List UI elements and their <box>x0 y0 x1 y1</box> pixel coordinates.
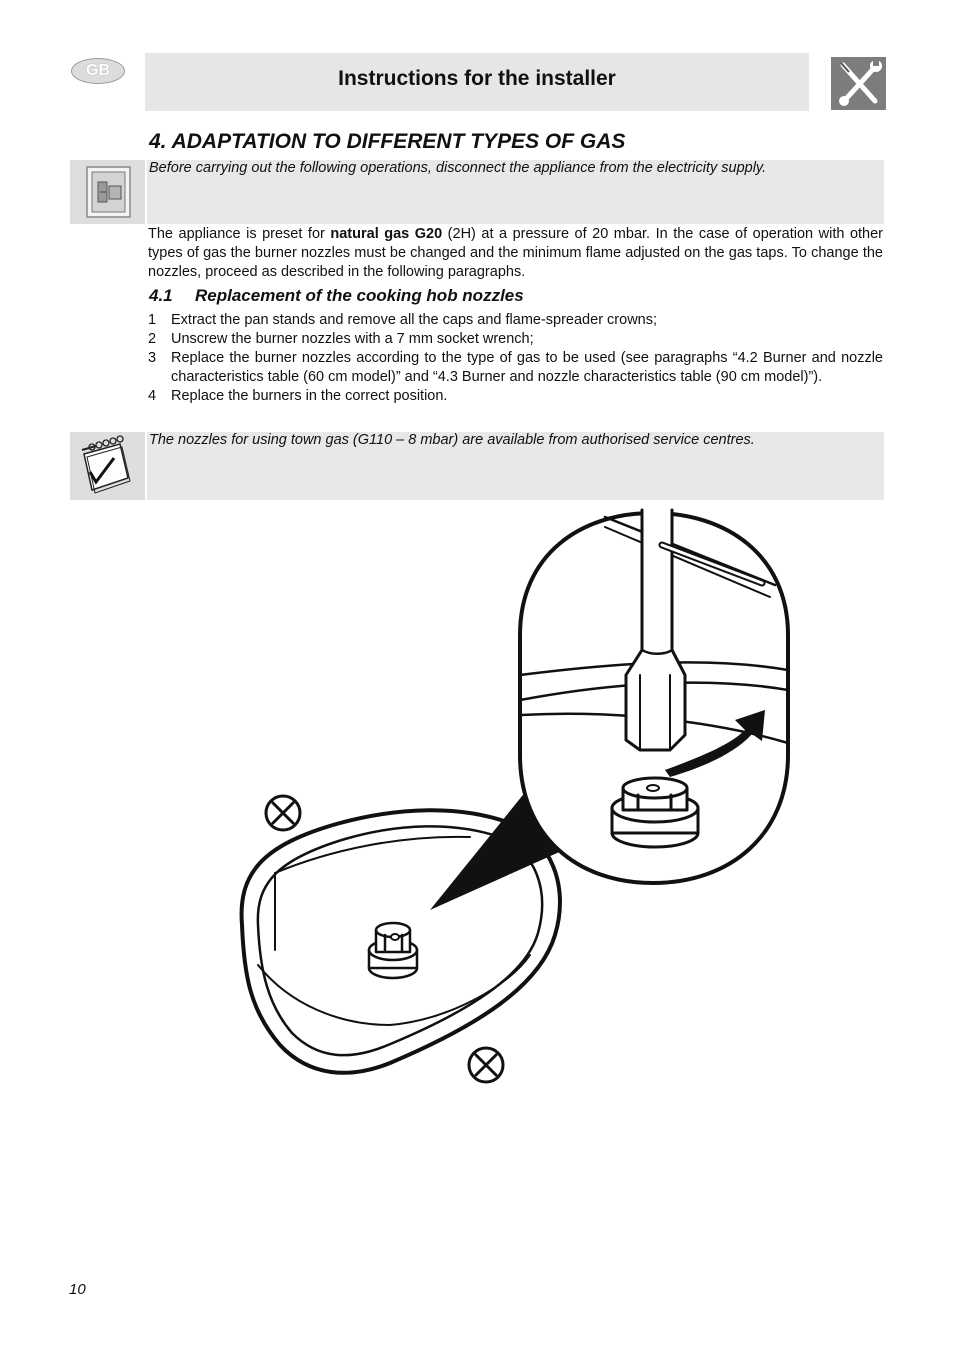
subsection-number: 4.1 <box>149 286 173 305</box>
step-text: Replace the burners in the correct position. <box>171 388 448 404</box>
note-text: The nozzles for using town gas (G110 – 8 mbar) are available from authorised service centres. <box>149 432 755 448</box>
nozzle-replacement-illustration <box>230 505 810 1105</box>
step-number: 3 <box>148 350 157 366</box>
header-title: Instructions for the installer <box>338 67 616 90</box>
step-number: 4 <box>148 388 157 404</box>
step-text: Replace the burner nozzles according to the type of gas to be used (see paragraphs “4.2 Burner and nozzle characteristics table (60 cm model)” and “4.3 Burner and nozzle characteristics table (90 cm model)”). <box>171 350 883 385</box>
section-title <box>149 130 625 154</box>
step-number: 1 <box>148 312 157 328</box>
nozzle-small <box>369 923 417 978</box>
section-heading: ADAPTATION TO DIFFERENT TYPES OF GAS <box>171 130 626 153</box>
list-item <box>148 387 883 406</box>
intro-text-bold: natural gas G20 <box>330 226 443 242</box>
notepad-check-icon <box>70 432 145 500</box>
note-box <box>147 432 884 500</box>
subsection-title <box>149 286 524 306</box>
list-item <box>148 330 883 349</box>
electric-socket-icon <box>70 160 145 224</box>
intro-text-after: (2H) at a pressure of 20 mbar. In the case of operation with other types of gas the burner nozzles must be changed and the minimum flame adjusted on the gas taps. To change the nozzles, proceed as described in the following paragraphs. <box>148 226 883 280</box>
list-item <box>148 349 883 387</box>
header-bar <box>145 53 809 111</box>
subsection-heading: Replacement of the cooking hob nozzles <box>195 286 524 305</box>
wrench-screwdriver-icon <box>831 57 886 110</box>
section-number: 4. <box>149 130 167 153</box>
intro-paragraph <box>148 225 883 282</box>
nozzle-large <box>612 778 698 847</box>
step-number: 2 <box>148 331 157 347</box>
intro-text-before: The appliance is preset for <box>148 226 331 242</box>
list-item <box>148 311 883 330</box>
step-text: Unscrew the burner nozzles with a 7 mm socket wrench; <box>171 331 534 347</box>
step-text: Extract the pan stands and remove all the caps and flame-spreader crowns; <box>171 312 658 328</box>
steps-list <box>148 311 883 406</box>
language-badge: GB <box>71 58 125 84</box>
warning-box <box>147 160 884 224</box>
warning-text: Before carrying out the following operations, disconnect the appliance from the electricity supply. <box>149 160 767 176</box>
page-number: 10 <box>69 1281 86 1298</box>
